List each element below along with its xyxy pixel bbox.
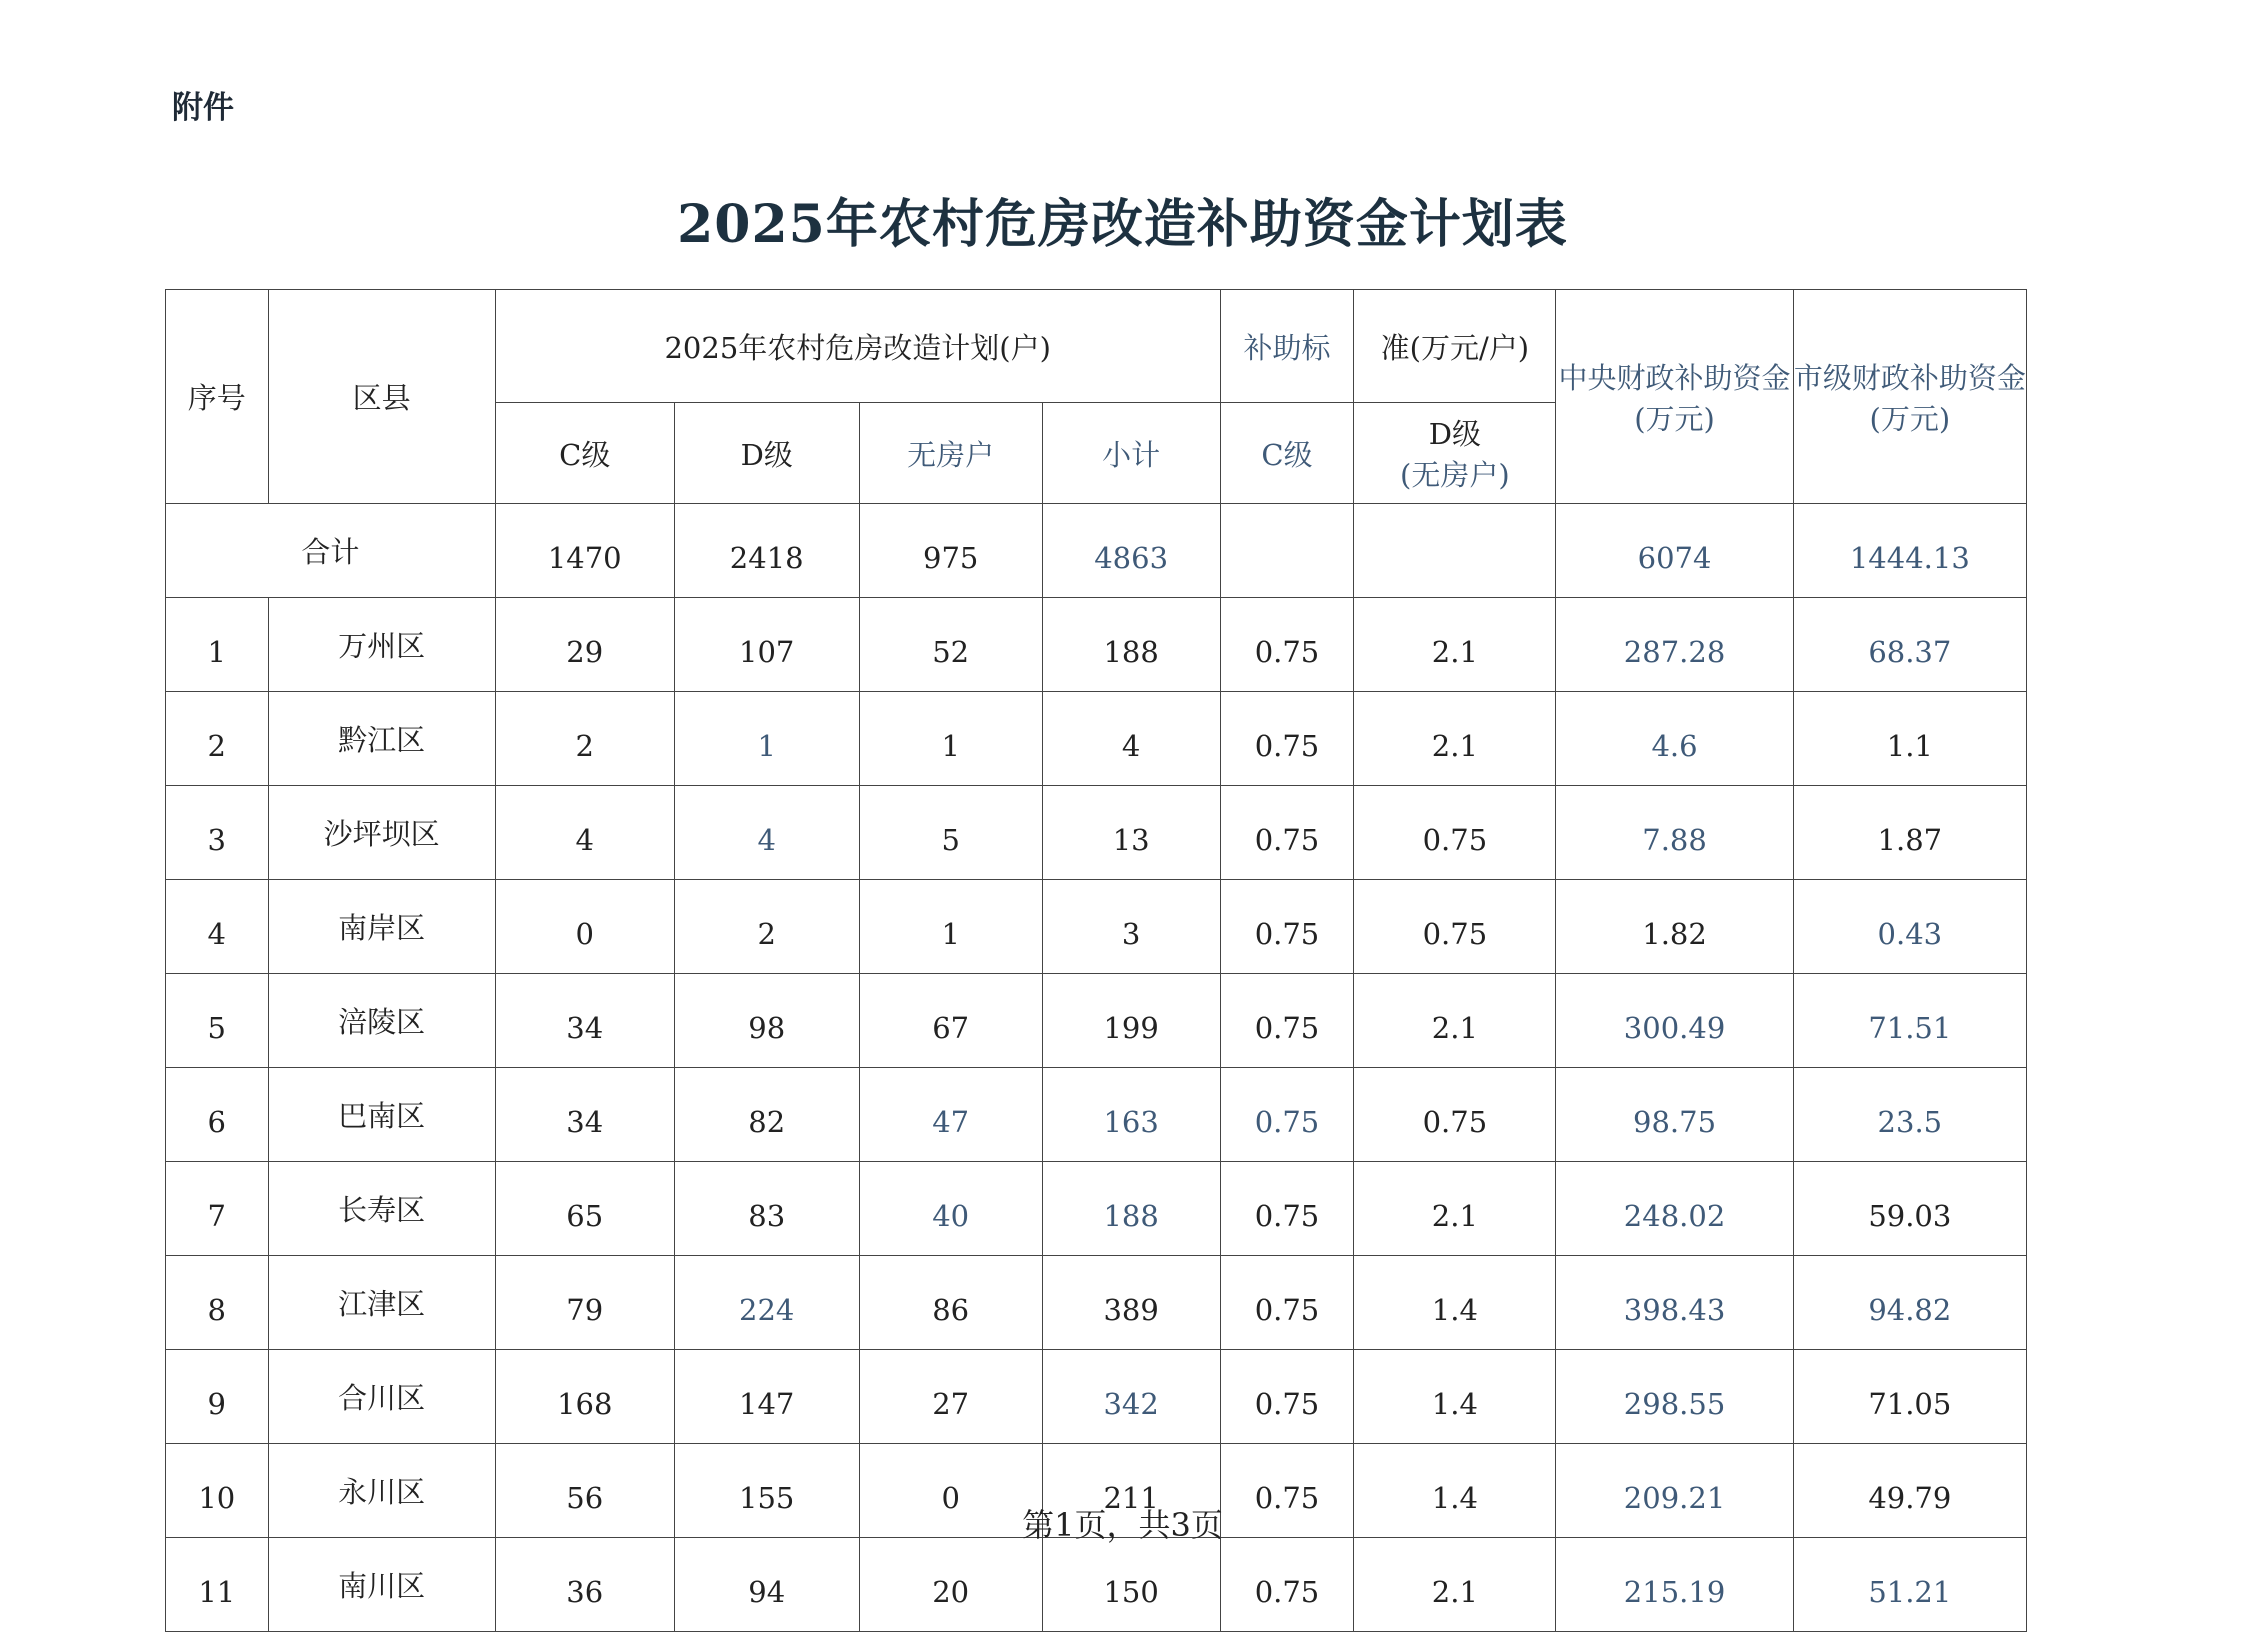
row-city: 71.05 [1793, 1350, 2026, 1444]
row-seq: 8 [166, 1256, 269, 1350]
total-city: 1444.13 [1793, 504, 2026, 598]
row-standard-c: 0.75 [1220, 1444, 1354, 1538]
row-district: 南岸区 [268, 880, 495, 974]
total-row [166, 504, 2027, 598]
row-subtotal: 13 [1042, 786, 1220, 880]
row-central: 4.6 [1556, 692, 1793, 786]
row-standard-c: 0.75 [1220, 786, 1354, 880]
row-c: 34 [495, 1068, 674, 1162]
row-district: 合川区 [268, 1350, 495, 1444]
row-standard-c: 0.75 [1220, 692, 1354, 786]
row-standard-c: 0.75 [1220, 1162, 1354, 1256]
header-central-funds: 中央财政补助资金(万元) [1556, 290, 1793, 504]
row-c: 56 [495, 1444, 674, 1538]
row-no-house: 5 [859, 786, 1042, 880]
total-c: 1470 [495, 504, 674, 598]
row-no-house: 1 [859, 880, 1042, 974]
row-subtotal: 150 [1042, 1538, 1220, 1632]
row-c: 168 [495, 1350, 674, 1444]
row-central: 98.75 [1556, 1068, 1793, 1162]
row-no-house: 27 [859, 1350, 1042, 1444]
row-c: 2 [495, 692, 674, 786]
row-city: 71.51 [1793, 974, 2026, 1068]
total-label: 合计 [166, 504, 496, 598]
table-row [166, 598, 2027, 692]
row-d: 82 [674, 1068, 859, 1162]
row-standard-d: 2.1 [1354, 692, 1556, 786]
row-d: 4 [674, 786, 859, 880]
total-central: 6074 [1556, 504, 1793, 598]
row-subtotal: 342 [1042, 1350, 1220, 1444]
row-district: 江津区 [268, 1256, 495, 1350]
row-central: 7.88 [1556, 786, 1793, 880]
row-central: 1.82 [1556, 880, 1793, 974]
header-d-level: D级 [674, 403, 859, 504]
header-standard-d-line2: (无房户) [1400, 458, 1510, 492]
row-city: 1.1 [1793, 692, 2026, 786]
total-standard-d [1354, 504, 1556, 598]
row-seq: 1 [166, 598, 269, 692]
row-standard-c: 0.75 [1220, 1350, 1354, 1444]
row-no-house: 67 [859, 974, 1042, 1068]
row-standard-d: 0.75 [1354, 786, 1556, 880]
row-subtotal: 199 [1042, 974, 1220, 1068]
row-standard-d: 1.4 [1354, 1444, 1556, 1538]
row-d: 224 [674, 1256, 859, 1350]
row-district: 黔江区 [268, 692, 495, 786]
row-city: 0.43 [1793, 880, 2026, 974]
row-c: 36 [495, 1538, 674, 1632]
row-standard-d: 1.4 [1354, 1350, 1556, 1444]
row-d: 147 [674, 1350, 859, 1444]
row-city: 51.21 [1793, 1538, 2026, 1632]
row-c: 34 [495, 974, 674, 1068]
row-district: 长寿区 [268, 1162, 495, 1256]
row-no-house: 20 [859, 1538, 1042, 1632]
row-city: 94.82 [1793, 1256, 2026, 1350]
row-seq: 11 [166, 1538, 269, 1632]
row-city: 49.79 [1793, 1444, 2026, 1538]
table-row [166, 692, 2027, 786]
page-footer: 第1页，共3页 [1022, 1506, 1223, 1544]
row-no-house: 40 [859, 1162, 1042, 1256]
row-central: 287.28 [1556, 598, 1793, 692]
table-row [166, 1162, 2027, 1256]
row-subtotal: 211 [1042, 1444, 1220, 1538]
table-row [166, 1538, 2027, 1632]
row-standard-c: 0.75 [1220, 598, 1354, 692]
header-subtotal: 小计 [1042, 403, 1220, 504]
row-c: 4 [495, 786, 674, 880]
row-subtotal: 188 [1042, 598, 1220, 692]
header-standard-part2: 准(万元/户) [1354, 290, 1556, 403]
row-seq: 6 [166, 1068, 269, 1162]
row-c: 0 [495, 880, 674, 974]
header-seq: 序号 [166, 290, 269, 504]
row-standard-d: 0.75 [1354, 1068, 1556, 1162]
row-no-house: 52 [859, 598, 1042, 692]
row-c: 65 [495, 1162, 674, 1256]
row-c: 29 [495, 598, 674, 692]
table-row [166, 1256, 2027, 1350]
header-district: 区县 [268, 290, 495, 504]
row-seq: 2 [166, 692, 269, 786]
table-row [166, 880, 2027, 974]
header-row-1 [166, 290, 2027, 403]
row-standard-d: 2.1 [1354, 1538, 1556, 1632]
row-no-house: 86 [859, 1256, 1042, 1350]
row-city: 59.03 [1793, 1162, 2026, 1256]
row-d: 83 [674, 1162, 859, 1256]
row-standard-d: 2.1 [1354, 598, 1556, 692]
header-plan-group: 2025年农村危房改造计划(户) [495, 290, 1220, 403]
row-d: 1 [674, 692, 859, 786]
row-d: 155 [674, 1444, 859, 1538]
header-standard-d [1354, 403, 1556, 504]
row-standard-c: 0.75 [1220, 880, 1354, 974]
row-d: 2 [674, 880, 859, 974]
row-city: 68.37 [1793, 598, 2026, 692]
row-district: 永川区 [268, 1444, 495, 1538]
header-no-house: 无房户 [859, 403, 1042, 504]
row-central: 215.19 [1556, 1538, 1793, 1632]
row-standard-d: 1.4 [1354, 1256, 1556, 1350]
row-seq: 7 [166, 1162, 269, 1256]
row-district: 涪陵区 [268, 974, 495, 1068]
total-d: 2418 [674, 504, 859, 598]
row-seq: 3 [166, 786, 269, 880]
row-central: 209.21 [1556, 1444, 1793, 1538]
table-row [166, 974, 2027, 1068]
total-no-house: 975 [859, 504, 1042, 598]
row-central: 300.49 [1556, 974, 1793, 1068]
row-subtotal: 389 [1042, 1256, 1220, 1350]
row-standard-d: 2.1 [1354, 974, 1556, 1068]
row-city: 1.87 [1793, 786, 2026, 880]
header-standard-part1: 补助标 [1220, 290, 1354, 403]
row-seq: 9 [166, 1350, 269, 1444]
row-d: 107 [674, 598, 859, 692]
row-city: 23.5 [1793, 1068, 2026, 1162]
row-c: 79 [495, 1256, 674, 1350]
row-seq: 10 [166, 1444, 269, 1538]
row-standard-c: 0.75 [1220, 974, 1354, 1068]
row-subtotal: 163 [1042, 1068, 1220, 1162]
row-district: 万州区 [268, 598, 495, 692]
header-c-level: C级 [495, 403, 674, 504]
row-subtotal: 188 [1042, 1162, 1220, 1256]
table-row [166, 1350, 2027, 1444]
row-subtotal: 4 [1042, 692, 1220, 786]
row-seq: 5 [166, 974, 269, 1068]
row-standard-c: 0.75 [1220, 1256, 1354, 1350]
row-no-house: 47 [859, 1068, 1042, 1162]
attachment-label: 附件 [172, 90, 234, 126]
row-central: 398.43 [1556, 1256, 1793, 1350]
funding-plan-table [165, 289, 2027, 1632]
row-seq: 4 [166, 880, 269, 974]
row-central: 248.02 [1556, 1162, 1793, 1256]
total-subtotal: 4863 [1042, 504, 1220, 598]
row-d: 98 [674, 974, 859, 1068]
row-no-house: 1 [859, 692, 1042, 786]
row-district: 南川区 [268, 1538, 495, 1632]
row-central: 298.55 [1556, 1350, 1793, 1444]
row-d: 94 [674, 1538, 859, 1632]
row-district: 沙坪坝区 [268, 786, 495, 880]
row-standard-c: 0.75 [1220, 1538, 1354, 1632]
row-district: 巴南区 [268, 1068, 495, 1162]
row-no-house: 0 [859, 1444, 1042, 1538]
row-standard-c: 0.75 [1220, 1068, 1354, 1162]
row-standard-d: 2.1 [1354, 1162, 1556, 1256]
table-row [166, 786, 2027, 880]
header-city-funds: 市级财政补助资金(万元) [1793, 290, 2026, 504]
row-subtotal: 3 [1042, 880, 1220, 974]
table-row [166, 1068, 2027, 1162]
row-standard-d: 0.75 [1354, 880, 1556, 974]
header-standard-d-line1: D级 [1428, 417, 1481, 451]
page-title: 2025年农村危房改造补助资金计划表 [677, 194, 1568, 255]
header-standard-c: C级 [1220, 403, 1354, 504]
total-standard-c [1220, 504, 1354, 598]
